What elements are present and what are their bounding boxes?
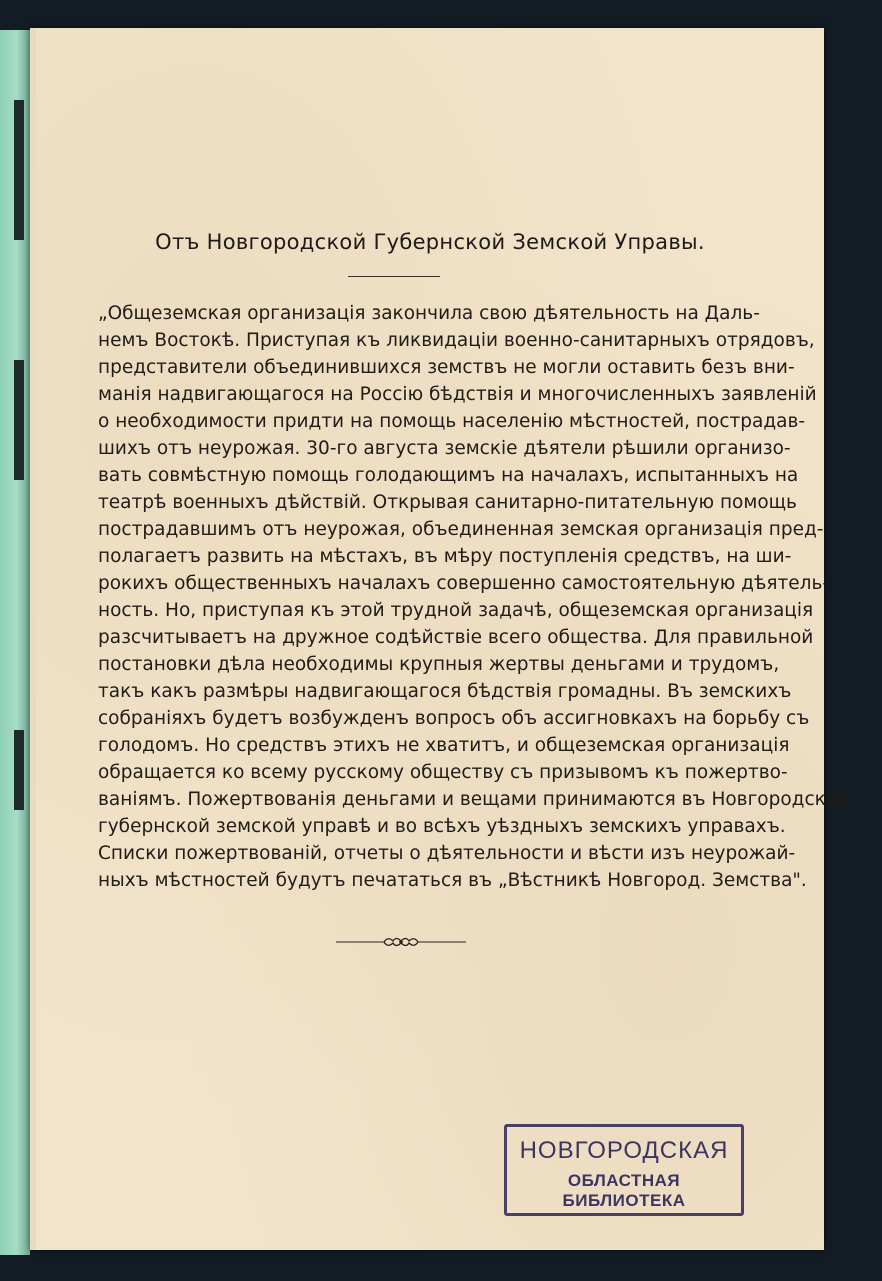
text-line: ныхъ мѣстностей будутъ печататься въ „Вѣстникѣ Новгород. Земства". <box>98 870 807 891</box>
text-line: постановки дѣла необходимы крупныя жертвы деньгами и трудомъ, <box>98 654 780 675</box>
text-line: разсчитываетъ на дружное содѣйствіе всего общества. Для правильной <box>98 627 814 648</box>
text-line: губернской земской управѣ и во всѣхъ уѣздныхъ земскихъ управахъ. <box>98 816 786 837</box>
text-line: о необходимости придти на помощь населенію мѣстностей, пострадав- <box>98 411 806 432</box>
text-line: голодомъ. Но средствъ этихъ не хватитъ, и общеземская организація <box>98 735 790 756</box>
text-line: обращается ко всему русскому обществу съ призывомъ къ пожертво- <box>98 762 788 783</box>
text-line: рокихъ общественныхъ началахъ совершенно самостоятельную дѣятель- <box>98 573 830 594</box>
library-stamp <box>504 1124 744 1216</box>
text-line: „Общеземская организація закончила свою дѣятельность на Даль- <box>98 303 760 324</box>
ornament-divider <box>336 932 466 952</box>
text-line: такъ какъ размѣры надвигающагося бѣдствія громадны. Въ земскихъ <box>98 681 792 702</box>
text-line: полагаетъ развить на мѣстахъ, въ мѣру поступленія средствъ, на ши- <box>98 546 792 567</box>
text-line: пострадавшимъ отъ неурожая, объединенная земская организація пред- <box>98 519 824 540</box>
cover-shadow <box>14 100 24 240</box>
text-line: ваніямъ. Пожертвованія деньгами и вещами принимаются въ Новгородской <box>98 789 850 810</box>
text-line: ность. Но, приступая къ этой трудной задачѣ, общеземская организація <box>98 600 814 621</box>
text-line: манія надвигающагося на Россію бѣдствія и многочисленныхъ заявленій <box>98 384 817 405</box>
text-line: собраніяхъ будетъ возбужденъ вопросъ объ ассигновкахъ на борьбу съ <box>98 708 810 729</box>
body-paragraph <box>98 300 850 894</box>
page-title: Отъ Новгородской Губернской Земской Управы. <box>155 230 705 254</box>
text-line: вать совмѣстную помощь голодающимъ на началахъ, испытанныхъ на <box>98 465 799 486</box>
stamp-line-1: НОВГОРОДСКАЯ <box>519 1137 729 1164</box>
green-cover-edge <box>0 30 30 1255</box>
text-line: представители объединившихся земствъ не могли оставить безъ вни- <box>98 357 795 378</box>
text-line: театрѣ военныхъ дѣйствій. Открывая санитарно-питательную помощь <box>98 492 797 513</box>
text-line: шихъ отъ неурожая. 30-го августа земскіе дѣятели рѣшили организо- <box>98 438 791 459</box>
cover-shadow <box>14 360 24 480</box>
title-divider <box>348 276 440 277</box>
cover-shadow <box>14 730 24 810</box>
document-page <box>30 28 850 1250</box>
text-line: немъ Востокѣ. Приступая къ ликвидаціи военно-санитарныхъ отрядовъ, <box>98 330 815 351</box>
stamp-line-2: ОБЛАСТНАЯ БИБЛИОТЕКА <box>562 1171 686 1210</box>
text-line: Списки пожертвованій, отчеты о дѣятельности и вѣсти изъ неурожай- <box>98 843 796 864</box>
